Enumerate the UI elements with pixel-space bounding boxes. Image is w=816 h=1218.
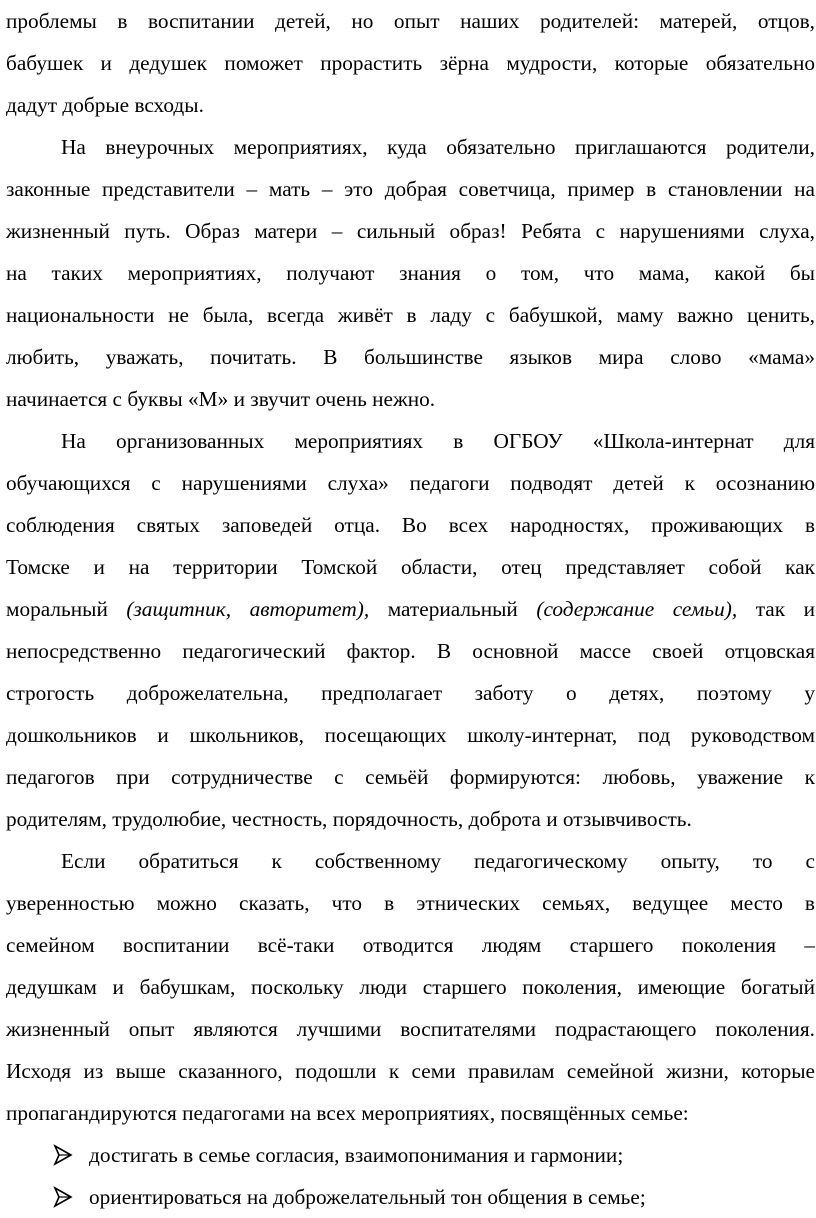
- arrowhead-bullet-icon: [54, 1176, 72, 1218]
- text-line: жизненный опыт являются лучшими воспитателями подрастающего поколения.: [6, 1017, 815, 1041]
- text-line: бабушек и дедушек поможет прорастить зёрна мудрости, которые обязательно: [6, 51, 815, 75]
- text-line: на таких мероприятиях, получают знания о том, что мама, какой бы: [6, 261, 815, 285]
- text-segment: материальный: [387, 597, 537, 621]
- text-segment: моральный: [6, 597, 127, 621]
- text-line: Исходя из выше сказанного, подошли к семи правилам семейной жизни, которые: [6, 1059, 815, 1083]
- text-line: национальности не была, всегда живёт в ладу с бабушкой, маму важно ценить,: [6, 303, 815, 327]
- text-line: законные представители – мать – это добрая советчица, пример в становлении на: [6, 177, 815, 201]
- text-line: семейном воспитании всё-таки отводится людям старшего поколения –: [6, 933, 815, 957]
- text-line: проблемы в воспитании детей, но опыт наших родителей: матерей, отцов,: [6, 9, 815, 33]
- text-line: обучающихся с нарушениями слуха» педагоги подводят детей к осознанию: [6, 471, 815, 495]
- text-line: любить, уважать, почитать. В большинстве языков мира слово «мама»: [6, 345, 815, 369]
- text-line: пропагандируются педагогами на всех мероприятиях, посвящённых семье:: [6, 1101, 689, 1125]
- document-body: [6, 0, 815, 1218]
- text-line: На организованных мероприятиях в ОГБОУ «Школа-интернат для: [61, 429, 815, 453]
- text-line: Если обратиться к собственному педагогическому опыту, то с: [61, 849, 815, 873]
- list-item-text: достигать в семье согласия, взаимопонимания и гармонии;: [89, 1143, 624, 1167]
- text-line: Томске и на территории Томской области, отец представляет собой как: [6, 555, 815, 579]
- list-item: [6, 1176, 815, 1218]
- paragraph-2: [6, 126, 815, 420]
- bullet-list: [6, 1134, 815, 1218]
- arrowhead-bullet-icon: [54, 1134, 72, 1176]
- text-line: дедушкам и бабушкам, поскольку люди старшего поколения, имеющие богатый: [6, 975, 815, 999]
- text-line: дадут добрые всходы.: [6, 93, 204, 117]
- paragraph-1: [6, 0, 815, 126]
- list-item: [6, 1134, 815, 1176]
- text-line: строгость доброжелательна, предполагает заботу о детях, поэтому у: [6, 681, 815, 705]
- paragraph-4: [6, 840, 815, 1134]
- text-line: начинается с буквы «М» и звучит очень нежно.: [6, 387, 436, 411]
- text-line: педагогов при сотрудничестве с семьёй формируются: любовь, уважение к: [6, 765, 815, 789]
- text-segment: так и: [755, 597, 816, 621]
- text-line: жизненный путь. Образ матери – сильный образ! Ребята с нарушениями слуха,: [6, 219, 815, 243]
- text-line: На внеурочных мероприятиях, куда обязательно приглашаются родители,: [61, 135, 815, 159]
- text-line-mixed: [6, 588, 815, 630]
- italic-segment: (содержание семьи),: [536, 597, 738, 621]
- italic-segment: (защитник, авторитет),: [126, 597, 370, 621]
- text-line: родителям, трудолюбие, честность, порядочность, доброта и отзывчивость.: [6, 807, 692, 831]
- text-line: соблюдения святых заповедей отца. Во всех народностях, проживающих в: [6, 513, 815, 537]
- text-line: уверенностью можно сказать, что в этнических семьях, ведущее место в: [6, 891, 815, 915]
- list-item-text: ориентироваться на доброжелательный тон общения в семье;: [89, 1185, 646, 1209]
- paragraph-3: [6, 420, 815, 840]
- text-line: непосредственно педагогический фактор. В основной массе своей отцовская: [6, 639, 815, 663]
- text-line: дошкольников и школьников, посещающих школу-интернат, под руководством: [6, 723, 815, 747]
